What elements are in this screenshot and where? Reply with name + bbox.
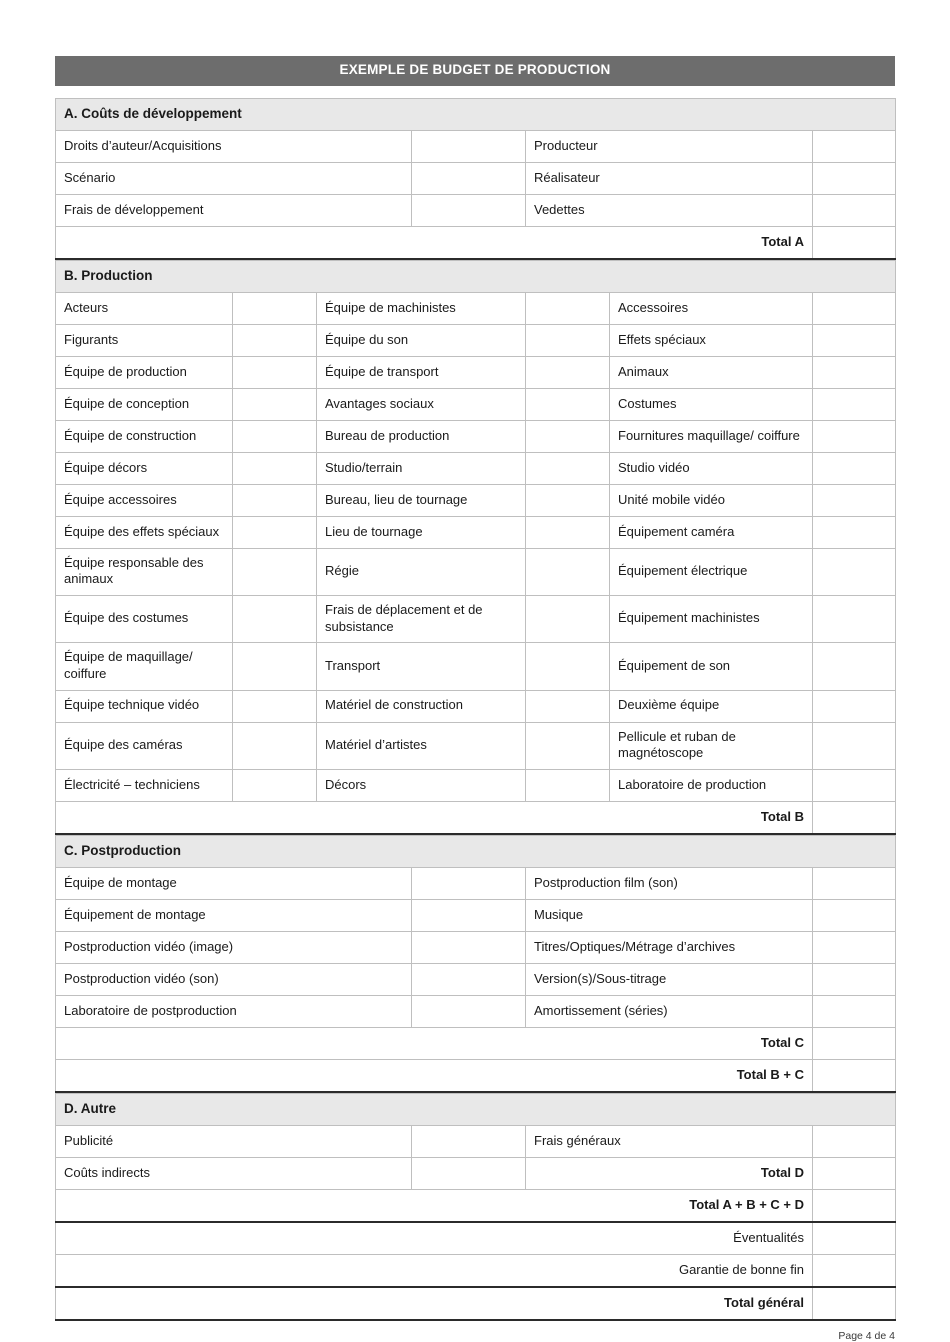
total-general-label: Total général [56,1287,813,1320]
document-title-bar: EXEMPLE DE BUDGET DE PRODUCTION [55,56,895,86]
table-row [56,963,896,995]
eventualites-row [56,1222,896,1255]
row-label-c-2-right: Titres/Optiques/Métrage d’archives [526,931,813,963]
section-d-heading: D. Autre [56,1093,896,1125]
row-label-b-1-c1: Figurants [56,324,233,356]
row-label-b-3-c3: Costumes [610,388,813,420]
total-bc-row [56,1059,896,1092]
section-b-heading: B. Production [56,260,896,292]
table-row [56,867,896,899]
row-label-b-8-c3: Équipement électrique [610,548,813,595]
row-label-b-11-c2: Matériel de construction [317,690,526,722]
row-label-b-1-c2: Équipe du son [317,324,526,356]
row-value-b-6-c2[interactable] [526,484,610,516]
row-label-b-7-c1: Équipe des effets spéciaux [56,516,233,548]
row-label-b-0-c1: Acteurs [56,292,233,324]
row-label-c-3-right: Version(s)/Sous-titrage [526,963,813,995]
table-row [56,484,896,516]
row-value-c-1-left[interactable] [412,899,526,931]
row-value-b-3-c1[interactable] [233,388,317,420]
total-a-row [56,226,896,259]
table-row [56,1157,896,1189]
total-abcd-label: Total A + B + C + D [56,1189,813,1222]
table-row [56,130,896,162]
row-label-a-0: Droits d’auteur/Acquisitions [56,130,412,162]
row-label-b-13-c1: Électricité – techniciens [56,769,233,801]
table-row [56,643,896,690]
row-value-a-2-left[interactable] [412,194,526,226]
row-label-b-13-c2: Décors [317,769,526,801]
row-label-d-0: Publicité [56,1125,412,1157]
row-value-a-0-right[interactable] [813,130,896,162]
total-d-label: Total D [526,1157,813,1189]
row-value-b-0-c2[interactable] [526,292,610,324]
row-value-b-10-c1[interactable] [233,643,317,690]
garantie-value[interactable] [813,1254,896,1287]
row-value-d-0-left[interactable] [412,1125,526,1157]
table-row [56,1125,896,1157]
row-label-b-10-c2: Transport [317,643,526,690]
row-value-b-10-c3[interactable] [813,643,896,690]
section-b-heading-row [56,260,896,292]
section-a-heading: A. Coûts de développement [56,98,896,130]
row-label-d-0-right: Frais généraux [526,1125,813,1157]
table-row [56,388,896,420]
row-value-c-4-right[interactable] [813,995,896,1027]
row-label-b-4-c2: Bureau de production [317,420,526,452]
row-label-b-10-c1: Équipe de maquillage/ coiffure [56,643,233,690]
garantie-label: Garantie de bonne fin [56,1254,813,1287]
total-c-value[interactable] [813,1027,896,1059]
row-label-b-6-c1: Équipe accessoires [56,484,233,516]
row-label-b-9-c1: Équipe des costumes [56,596,233,643]
row-label-b-5-c3: Studio vidéo [610,452,813,484]
row-value-b-1-c1[interactable] [233,324,317,356]
row-label-b-0-c2: Équipe de machinistes [317,292,526,324]
page-footer: Page 4 de 4 [838,1329,895,1342]
row-label-a-2-right: Vedettes [526,194,813,226]
row-label-b-11-c1: Équipe technique vidéo [56,690,233,722]
row-value-b-13-c1[interactable] [233,769,317,801]
row-label-b-0-c3: Accessoires [610,292,813,324]
total-d-value[interactable] [813,1157,896,1189]
row-label-b-13-c3: Laboratoire de production [610,769,813,801]
row-label-b-12-c3: Pellicule et ruban de magnétoscope [610,722,813,769]
row-value-b-2-c1[interactable] [233,356,317,388]
row-label-b-12-c1: Équipe des caméras [56,722,233,769]
total-bc-label: Total B + C [56,1059,813,1092]
row-value-a-2-right[interactable] [813,194,896,226]
row-value-b-4-c3[interactable] [813,420,896,452]
row-value-b-11-c3[interactable] [813,690,896,722]
row-label-a-2: Frais de développement [56,194,412,226]
row-label-d-1: Coûts indirects [56,1157,412,1189]
row-label-c-4-right: Amortissement (séries) [526,995,813,1027]
row-value-b-7-c2[interactable] [526,516,610,548]
row-label-b-3-c2: Avantages sociaux [317,388,526,420]
row-value-c-0-right[interactable] [813,867,896,899]
table-row [56,596,896,643]
table-row [56,931,896,963]
row-value-b-12-c1[interactable] [233,722,317,769]
table-row [56,516,896,548]
table-row [56,292,896,324]
budget-table [55,98,896,1321]
row-label-b-12-c2: Matériel d’artistes [317,722,526,769]
row-label-b-6-c2: Bureau, lieu de tournage [317,484,526,516]
table-row [56,356,896,388]
total-b-row [56,801,896,834]
row-value-b-10-c2[interactable] [526,643,610,690]
row-value-b-12-c2[interactable] [526,722,610,769]
table-row [56,420,896,452]
row-value-b-8-c3[interactable] [813,548,896,595]
total-b-value[interactable] [813,801,896,834]
row-value-b-8-c2[interactable] [526,548,610,595]
row-value-a-1-left[interactable] [412,162,526,194]
total-general-row [56,1287,896,1320]
row-label-a-1: Scénario [56,162,412,194]
row-label-b-6-c3: Unité mobile vidéo [610,484,813,516]
total-c-row [56,1027,896,1059]
eventualites-value[interactable] [813,1222,896,1255]
table-row [56,194,896,226]
title-spacer [55,86,895,98]
row-value-b-13-c3[interactable] [813,769,896,801]
section-c-heading-row [56,835,896,867]
total-c-label: Total C [56,1027,813,1059]
row-label-b-2-c1: Équipe de production [56,356,233,388]
row-value-b-11-c2[interactable] [526,690,610,722]
row-value-b-1-c3[interactable] [813,324,896,356]
row-label-c-3: Postproduction vidéo (son) [56,963,412,995]
row-label-c-4: Laboratoire de postproduction [56,995,412,1027]
row-value-b-12-c3[interactable] [813,722,896,769]
row-value-b-7-c1[interactable] [233,516,317,548]
section-a-heading-row [56,98,896,130]
row-value-b-1-c2[interactable] [526,324,610,356]
row-label-c-0: Équipe de montage [56,867,412,899]
row-label-b-8-c1: Équipe responsable des animaux [56,548,233,595]
row-value-b-7-c3[interactable] [813,516,896,548]
row-value-c-3-right[interactable] [813,963,896,995]
section-d-heading-row [56,1093,896,1125]
row-label-c-1: Équipement de montage [56,899,412,931]
row-label-b-4-c1: Équipe de construction [56,420,233,452]
table-row [56,769,896,801]
row-label-a-1-right: Réalisateur [526,162,813,194]
row-value-c-1-right[interactable] [813,899,896,931]
row-value-b-4-c1[interactable] [233,420,317,452]
row-value-b-11-c1[interactable] [233,690,317,722]
row-label-c-2: Postproduction vidéo (image) [56,931,412,963]
table-row [56,899,896,931]
row-value-d-1-left[interactable] [412,1157,526,1189]
table-row [56,548,896,595]
row-value-b-0-c1[interactable] [233,292,317,324]
eventualites-label: Éventualités [56,1222,813,1255]
row-value-b-2-c2[interactable] [526,356,610,388]
table-row [56,690,896,722]
row-value-b-9-c2[interactable] [526,596,610,643]
total-bc-value[interactable] [813,1059,896,1092]
row-label-b-3-c1: Équipe de conception [56,388,233,420]
row-value-b-8-c1[interactable] [233,548,317,595]
total-general-value[interactable] [813,1287,896,1320]
table-row [56,995,896,1027]
row-label-b-4-c3: Fournitures maquillage/ coiffure [610,420,813,452]
row-value-d-0-right[interactable] [813,1125,896,1157]
section-c-heading: C. Postproduction [56,835,896,867]
row-value-b-5-c2[interactable] [526,452,610,484]
row-value-c-0-left[interactable] [412,867,526,899]
row-label-c-1-right: Musique [526,899,813,931]
row-value-c-2-left[interactable] [412,931,526,963]
row-value-b-13-c2[interactable] [526,769,610,801]
table-row [56,722,896,769]
row-value-b-5-c1[interactable] [233,452,317,484]
table-row [56,162,896,194]
row-label-b-10-c3: Équipement de son [610,643,813,690]
row-value-b-4-c2[interactable] [526,420,610,452]
row-label-c-0-right: Postproduction film (son) [526,867,813,899]
row-value-b-5-c3[interactable] [813,452,896,484]
row-label-b-1-c3: Effets spéciaux [610,324,813,356]
total-b-label: Total B [56,801,813,834]
row-value-b-6-c1[interactable] [233,484,317,516]
row-label-b-8-c2: Régie [317,548,526,595]
row-label-b-9-c2: Frais de déplacement et de subsistance [317,596,526,643]
total-a-label: Total A [56,226,813,259]
row-value-b-2-c3[interactable] [813,356,896,388]
table-row [56,452,896,484]
row-value-a-0-left[interactable] [412,130,526,162]
total-abcd-row [56,1189,896,1222]
row-value-b-3-c2[interactable] [526,388,610,420]
row-value-b-6-c3[interactable] [813,484,896,516]
row-label-b-2-c3: Animaux [610,356,813,388]
row-value-a-1-right[interactable] [813,162,896,194]
total-abcd-value[interactable] [813,1189,896,1222]
row-value-b-9-c3[interactable] [813,596,896,643]
row-label-b-2-c2: Équipe de transport [317,356,526,388]
row-label-b-9-c3: Équipement machinistes [610,596,813,643]
row-value-b-0-c3[interactable] [813,292,896,324]
row-value-b-3-c3[interactable] [813,388,896,420]
row-value-b-9-c1[interactable] [233,596,317,643]
row-label-b-5-c2: Studio/terrain [317,452,526,484]
row-value-c-3-left[interactable] [412,963,526,995]
total-a-value[interactable] [813,226,896,259]
row-label-b-7-c3: Équipement caméra [610,516,813,548]
table-row [56,324,896,356]
row-label-a-0-right: Producteur [526,130,813,162]
row-value-c-2-right[interactable] [813,931,896,963]
garantie-row [56,1254,896,1287]
row-label-b-7-c2: Lieu de tournage [317,516,526,548]
row-value-c-4-left[interactable] [412,995,526,1027]
row-label-b-11-c3: Deuxième équipe [610,690,813,722]
row-label-b-5-c1: Équipe décors [56,452,233,484]
